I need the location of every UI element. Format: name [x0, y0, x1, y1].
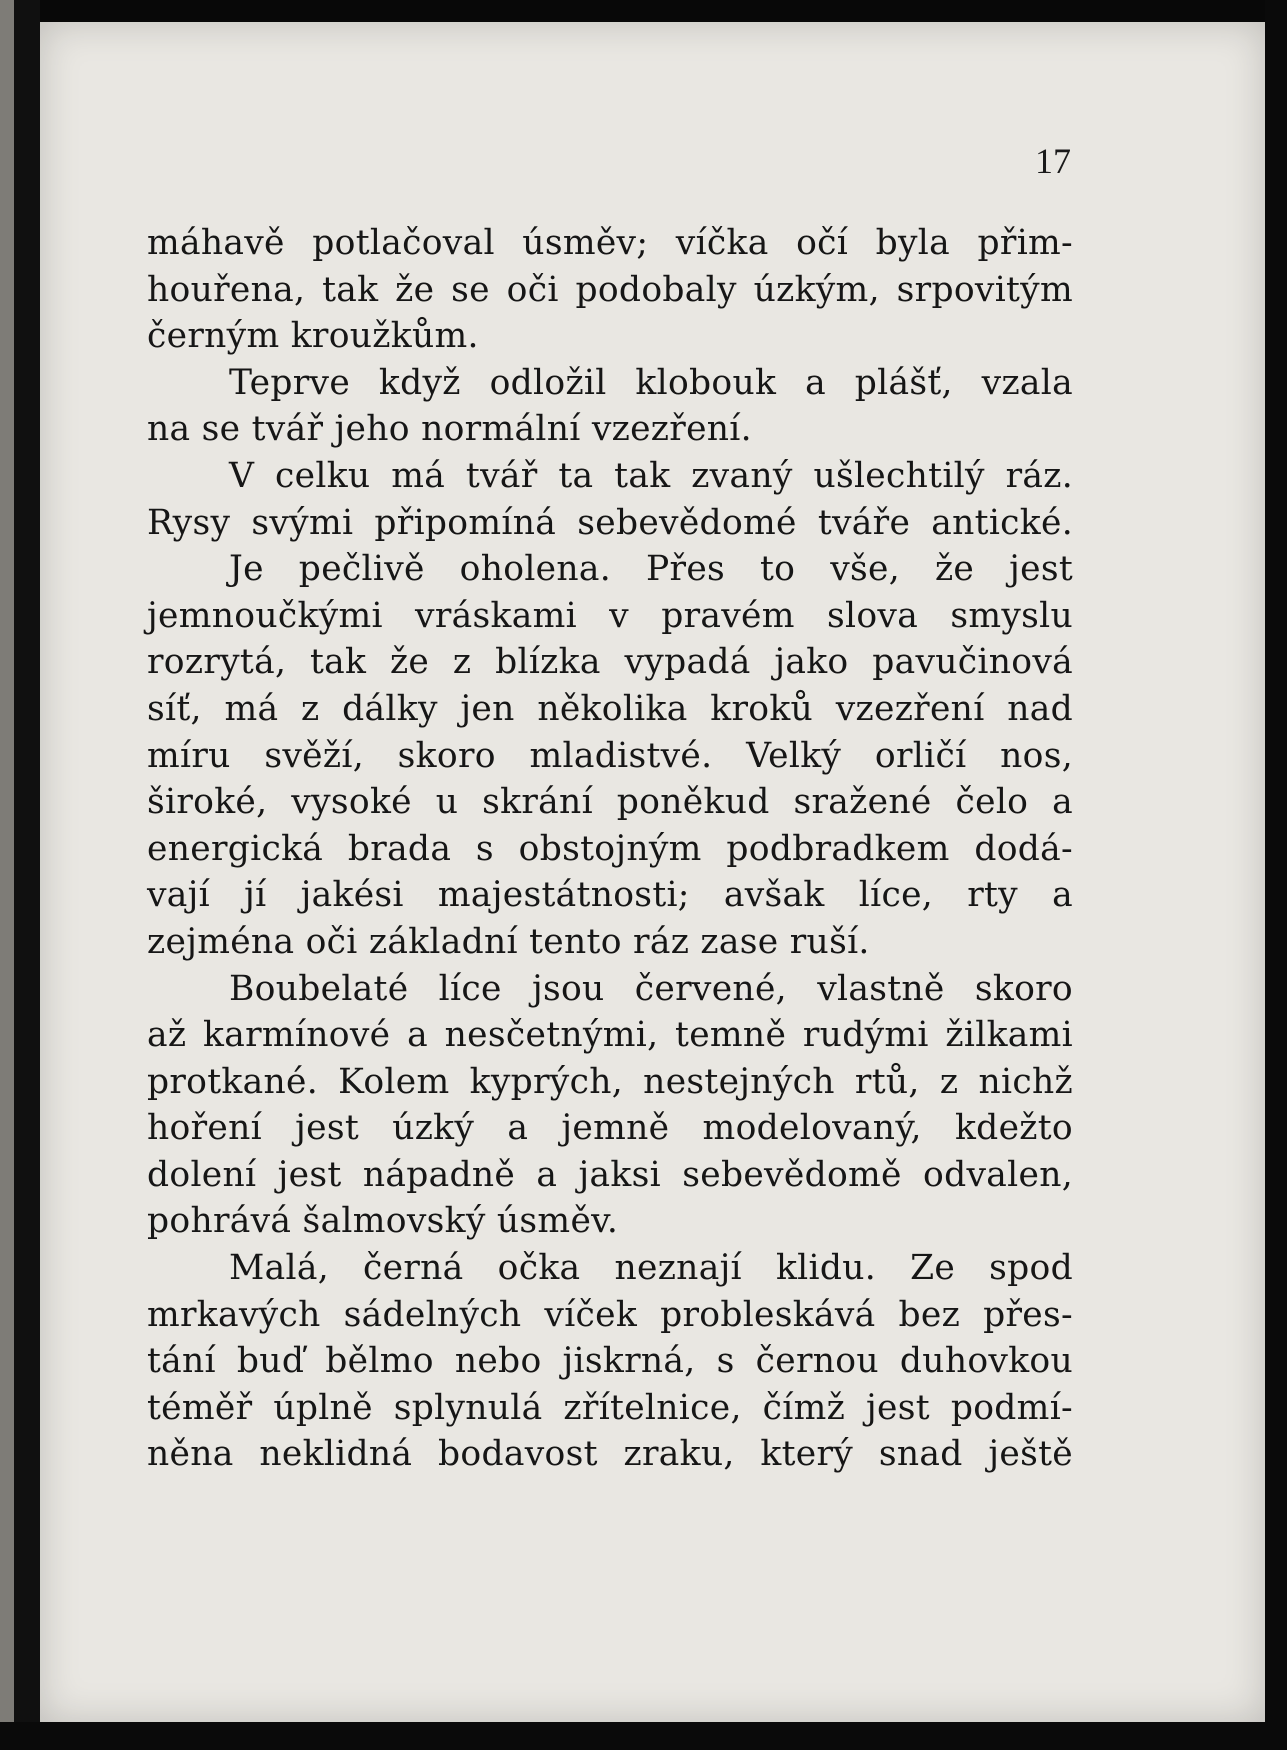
- scan-border-top: [0, 0, 1287, 22]
- text-line: téměř úplně splynulá zřítelnice, čímž jest podmí-: [147, 1387, 1073, 1428]
- text-line: Boubelaté líce jsou červené, vlastně skoro: [229, 968, 1073, 1009]
- text-line: energická brada s obstojným podbradkem dodá-: [147, 828, 1073, 869]
- text-line: houřena, tak že se oči podobaly úzkým, srpovitým: [147, 269, 1073, 310]
- text-line: V celku má tvář ta tak zvaný ušlechtilý ráz.: [229, 455, 1073, 496]
- text-line: Je pečlivě oholena. Přes to vše, že jest: [229, 549, 1073, 590]
- text-line: Rysy svými připomíná sebevědomé tváře antické.: [147, 502, 1073, 543]
- text-line: protkané. Kolem kyprých, nestejných rtů, z nichž: [147, 1061, 1073, 1102]
- text-line: široké, vysoké u skrání poněkud sražené čelo a: [147, 782, 1073, 823]
- text-line: máhavě potlačoval úsměv; víčka očí byla přim-: [147, 223, 1073, 263]
- scan-border-bottom: [0, 1722, 1287, 1750]
- text-line: na se tvář jeho normální vzezření.: [147, 409, 752, 450]
- text-line: dolení jest nápadně a jaksi sebevědomě odvalen,: [147, 1154, 1073, 1195]
- text-line: něna neklidná bodavost zraku, který snad ještě: [147, 1434, 1073, 1475]
- text-line: černým kroužkům.: [147, 316, 479, 357]
- scan-border-right: [1265, 0, 1287, 1750]
- text-line: až karmínové a nesčetnými, temně rudými žilkami: [147, 1015, 1073, 1056]
- text-line: rozrytá, tak že z blízka vypadá jako pavučinová: [147, 642, 1073, 683]
- text-line: míru svěží, skoro mladistvé. Velký orličí nos,: [147, 735, 1073, 776]
- body-text: [147, 220, 1073, 1478]
- scan-binding-strip: [0, 0, 14, 1750]
- page-number: 17: [1035, 141, 1071, 181]
- text-line: Teprve když odložil klobouk a plášť, vzala: [229, 362, 1073, 403]
- text-line: Malá, černá očka neznají klidu. Ze spod: [229, 1248, 1073, 1289]
- text-line: mrkavých sádelných víček probleskává bez přes-: [147, 1294, 1073, 1335]
- text-line: pohrává šalmovský úsměv.: [147, 1201, 619, 1242]
- text-line: jemnoučkými vráskami v pravém slova smyslu: [147, 595, 1073, 636]
- text-line: hoření jest úzký a jemně modelovaný, kdežto: [147, 1108, 1073, 1149]
- text-line: zejména oči základní tento ráz zase ruší.: [147, 921, 870, 962]
- text-line: tání buď bělmo nebo jiskrná, s černou duhovkou: [147, 1341, 1073, 1382]
- text-line: vají jí jakési majestátnosti; avšak líce, rty a: [147, 875, 1073, 916]
- text-line: síť, má z dálky jen několika kroků vzezření nad: [147, 688, 1073, 729]
